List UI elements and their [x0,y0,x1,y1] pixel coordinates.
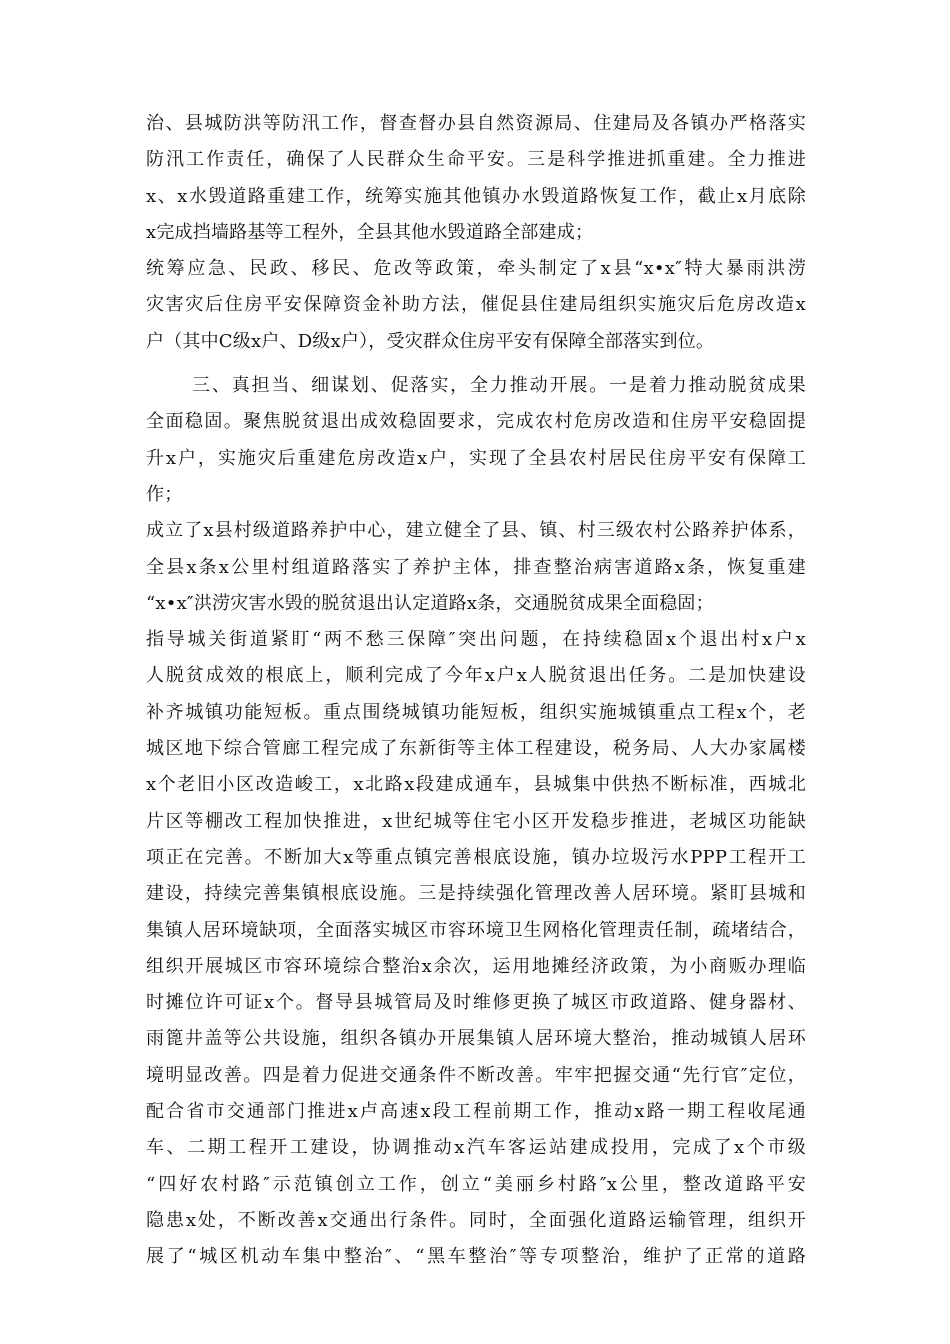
text-line: 雨篦井盖等公共设施，组织各镇办开展集镇人居环境大整治，推动城镇人居环 [146,1028,806,1050]
text-line: 人脱贫成效的根底上，顺利完成了今年x户x人脱贫退出任务。二是加快建设 [146,665,806,687]
text-line: 项正在完善。不断加大x等重点镇完善根底设施，镇办垃圾污水PPP工程开工 [146,846,806,868]
text-line: 统筹应急、民政、移民、危改等政策，牵头制定了x县“x•x″特大暴雨洪涝 [146,258,806,280]
text-line: 补齐城镇功能短板。重点围绕城镇功能短板，组织实施城镇重点工程x个，老 [146,701,806,723]
text-line: 境明显改善。四是着力促进交通条件不断改善。牢牢把握交通“先行官″定位， [146,1064,806,1086]
text-line: 城区地下综合管廊工程完成了东新街等主体工程建设，税务局、人大办家属楼 [146,738,806,760]
text-line: “四好农村路″示范镇创立工作，创立“美丽乡村路″x公里，整改道路平安 [146,1173,806,1195]
text-line: 成立了x县村级道路养护中心，建立健全了县、镇、村三级农村公路养护体系， [146,520,806,542]
body-text [146,106,806,1276]
text-line: 集镇人居环境缺项，全面落实城区市容环境卫生网格化管理责任制，疏堵结合， [146,919,806,941]
text-line: “x•x″洪涝灾害水毁的脱贫退出认定道路x条，交通脱贫成果全面稳固； [146,592,714,614]
text-line: 指导城关街道紧盯“两不愁三保障″突出问题，在持续稳固x个退出村x户x [146,629,806,651]
text-line: 时摊位许可证x个。督导县城管局及时维修更换了城区市政道路、健身器材、 [146,992,806,1014]
text-line: 组织开展城区市容环境综合整治x余次，运用地摊经济政策，为小商贩办理临 [146,955,806,977]
text-line: 防汛工作责任，确保了人民群众生命平安。三是科学推进抓重建。全力推进 [146,149,806,171]
text-line: 户（其中C级x户、D级x户），受灾群众住房平安有保障全部落实到位。 [146,330,715,352]
text-line: 灾害灾后住房平安保障资金补助方法，催促县住建局组织实施灾后危房改造x [146,294,806,316]
text-line: 配合省市交通部门推进x卢高速x段工程前期工作，推动x路一期工程收尾通 [146,1101,806,1123]
text-line: 治、县城防洪等防汛工作，督查督办县自然资源局、住建局及各镇办严格落实 [146,113,806,134]
text-line: 升x户，实施灾后重建危房改造x户，实现了全县农村居民住房平安有保障工 [146,447,806,469]
text-line: 建设，持续完善集镇根底设施。三是持续强化管理改善人居环境。紧盯县城和 [146,883,806,905]
text-line: 片区等棚改工程加快推进，x世纪城等住宅小区开发稳步推进，老城区功能缺 [146,810,806,832]
text-line: x、x水毁道路重建工作，统筹实施其他镇办水毁道路恢复工作，截止x月底除 [146,185,806,207]
text-line: 车、二期工程开工建设，协调推动x汽车客运站建成投用，完成了x个市级 [146,1137,806,1159]
text-line: x个老旧小区改造峻工，x北路x段建成通车，县城集中供热不断标准，西城北 [146,774,806,796]
text-line: 隐患x处，不断改善x交通出行条件。同时，全面强化道路运输管理，组织开 [146,1209,806,1231]
text-line: 全面稳固。聚焦脱贫退出成效稳固要求，完成农村危房改造和住房平安稳固提 [146,411,806,433]
text-line: x完成挡墙路基等工程外，全县其他水毁道路全部建成； [146,221,594,243]
section-heading-line: 三、真担当、细谋划、促落实，全力推动开展。一是着力推动脱贫成果 [192,375,806,397]
text-line: 展了“城区机动车集中整治″、“黑车整治″等专项整治，维护了正常的道路 [146,1246,806,1268]
text-line: 全县x条x公里村组道路落实了养护主体，排查整治病害道路x条，恢复重建 [146,556,806,578]
text-line: 作； [146,483,183,505]
